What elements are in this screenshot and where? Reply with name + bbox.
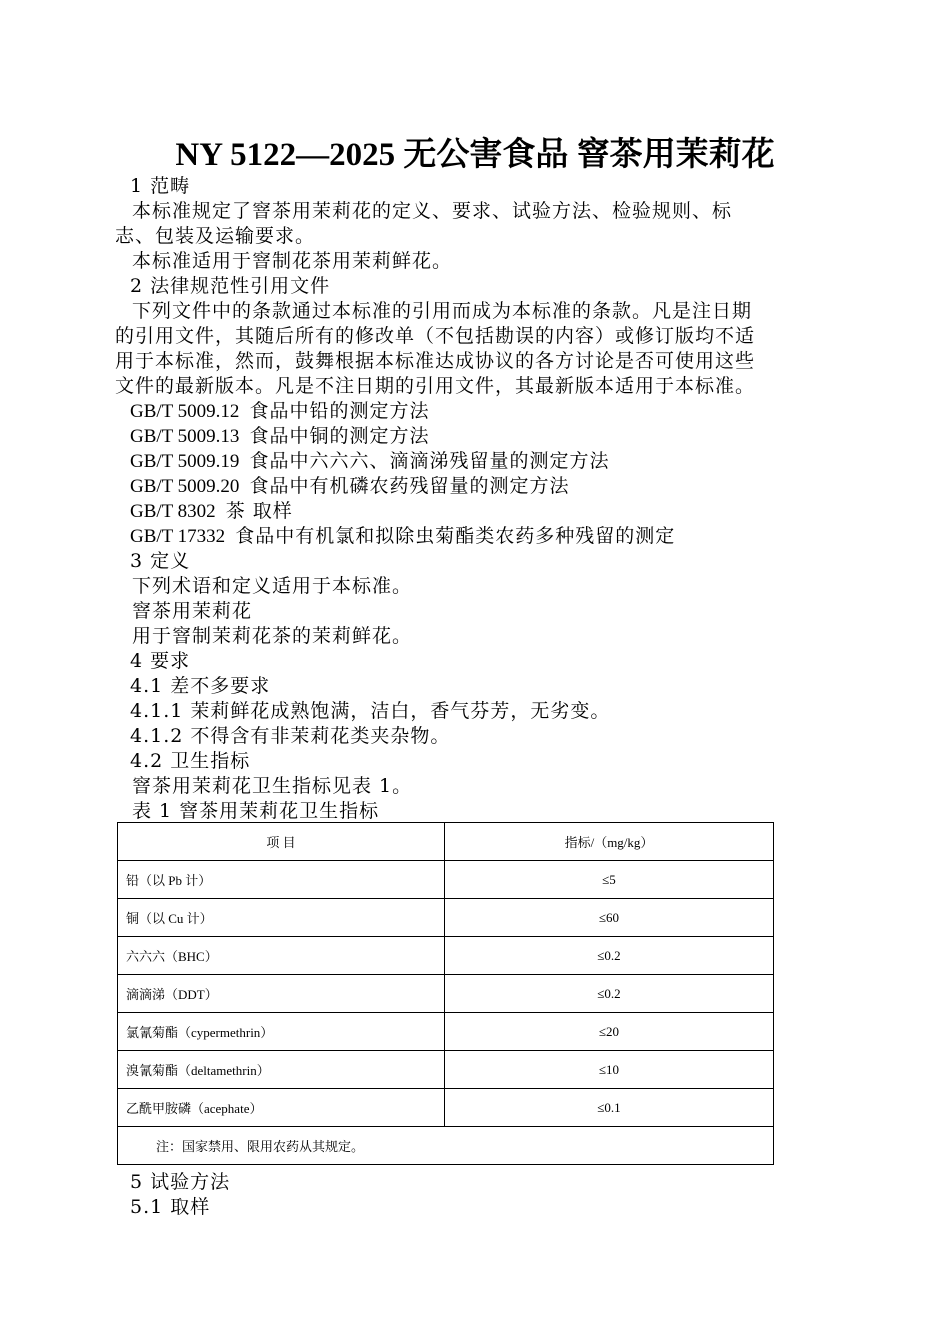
table-caption: 表 1 窨茶用茉莉花卫生指标 — [132, 800, 380, 822]
reference-code: GB/T 5009.20 — [130, 476, 240, 497]
reference-item — [130, 524, 675, 549]
item-cell: 滴滴涕（DDT） — [118, 975, 445, 1013]
item-cell: 乙酰甲胺磷（acephate） — [118, 1089, 445, 1127]
section-2-paragraph-line: 的引用文件，其随后所有的修改单（不包括勘误的内容）或修订版均不适 — [115, 325, 756, 347]
reference-item — [130, 399, 429, 424]
clause-4-1-2: 4.1.2 不得含有非茉莉花类夹杂物。 — [130, 725, 451, 747]
reference-item — [130, 474, 569, 499]
section-4-heading: 4 要求 — [130, 650, 191, 672]
reference-title: 茶 取样 — [225, 500, 293, 522]
item-cell: 铅（以 Pb 计） — [118, 861, 445, 899]
item-cell: 溴氰菊酯（deltamethrin） — [118, 1051, 445, 1089]
section-3-paragraph: 下列术语和定义适用于本标准。 — [132, 575, 413, 597]
limit-cell: ≤0.2 — [445, 975, 774, 1013]
section-2-paragraph-line: 文件的最新版本。凡是不注日期的引用文件，其最新版本适用于本标准。 — [115, 375, 756, 397]
hygiene-index-table — [117, 822, 774, 1165]
reference-code: GB/T 5009.12 — [130, 401, 240, 422]
table-row — [118, 1051, 774, 1089]
term-name: 窨茶用茉莉花 — [132, 600, 253, 622]
section-4-2-paragraph: 窨茶用茉莉花卫生指标见表 1。 — [132, 775, 413, 797]
table-row — [118, 1013, 774, 1051]
reference-item — [130, 424, 429, 449]
reference-title: 食品中有机磷农药残留量的测定方法 — [249, 475, 570, 497]
table-header-row — [118, 823, 774, 861]
section-3-heading: 3 定义 — [130, 550, 191, 572]
reference-code: GB/T 17332 — [130, 526, 226, 547]
section-1-paragraph-line: 志、包装及运输要求。 — [115, 225, 316, 247]
item-cell: 铜（以 Cu 计） — [118, 899, 445, 937]
limit-cell: ≤0.2 — [445, 937, 774, 975]
limit-cell: ≤60 — [445, 899, 774, 937]
section-1-paragraph-line: 本标准规定了窨茶用茉莉花的定义、要求、试验方法、检验规则、标 — [132, 200, 733, 222]
table-note: 注：国家禁用、限用农药从其规定。 — [118, 1127, 774, 1165]
item-cell: 氯氰菊酯（cypermethrin） — [118, 1013, 445, 1051]
reference-item — [130, 449, 609, 474]
column-header-limit: 指标/（mg/kg） — [445, 823, 774, 861]
subsection-4-2-heading: 4.2 卫生指标 — [130, 750, 251, 772]
section-2-paragraph-line: 用于本标准，然而，鼓舞根据本标准达成协议的各方讨论是否可使用这些 — [115, 350, 756, 372]
limit-cell: ≤0.1 — [445, 1089, 774, 1127]
reference-title: 食品中铜的测定方法 — [249, 425, 430, 447]
section-2-heading: 2 法律规范性引用文件 — [130, 275, 331, 297]
reference-code: GB/T 5009.13 — [130, 426, 240, 447]
table-row — [118, 899, 774, 937]
table-row — [118, 861, 774, 899]
table-row — [118, 975, 774, 1013]
limit-cell: ≤10 — [445, 1051, 774, 1089]
column-header-item: 项 目 — [118, 823, 445, 861]
term-definition: 用于窨制茉莉花茶的茉莉鲜花。 — [132, 625, 413, 647]
reference-title: 食品中六六六、滴滴涕残留量的测定方法 — [249, 450, 610, 472]
reference-title: 食品中有机氯和拟除虫菊酯类农药多种残留的测定 — [235, 525, 676, 547]
table-row — [118, 937, 774, 975]
reference-code: GB/T 8302 — [130, 501, 216, 522]
limit-cell: ≤5 — [445, 861, 774, 899]
document-title: NY 5122—2025 无公害食品 窨茶用茉莉花 — [175, 137, 775, 173]
section-1-paragraph: 本标准适用于窨制花茶用茉莉鲜花。 — [132, 250, 453, 272]
subsection-5-1-heading: 5.1 取样 — [130, 1196, 211, 1218]
section-5-heading: 5 试验方法 — [130, 1171, 231, 1193]
table-row — [118, 1089, 774, 1127]
limit-cell: ≤20 — [445, 1013, 774, 1051]
table-note-row — [118, 1127, 774, 1165]
reference-code: GB/T 5009.19 — [130, 451, 240, 472]
section-1-heading: 1 范畴 — [130, 175, 191, 197]
reference-item — [130, 499, 293, 524]
section-2-paragraph-line: 下列文件中的条款通过本标准的引用而成为本标准的条款。凡是注日期 — [132, 300, 753, 322]
reference-title: 食品中铅的测定方法 — [249, 400, 430, 422]
item-cell: 六六六（BHC） — [118, 937, 445, 975]
clause-4-1-1: 4.1.1 茉莉鲜花成熟饱满，洁白，香气芬芳，无劣变。 — [130, 700, 611, 722]
subsection-4-1-heading: 4.1 差不多要求 — [130, 675, 271, 697]
